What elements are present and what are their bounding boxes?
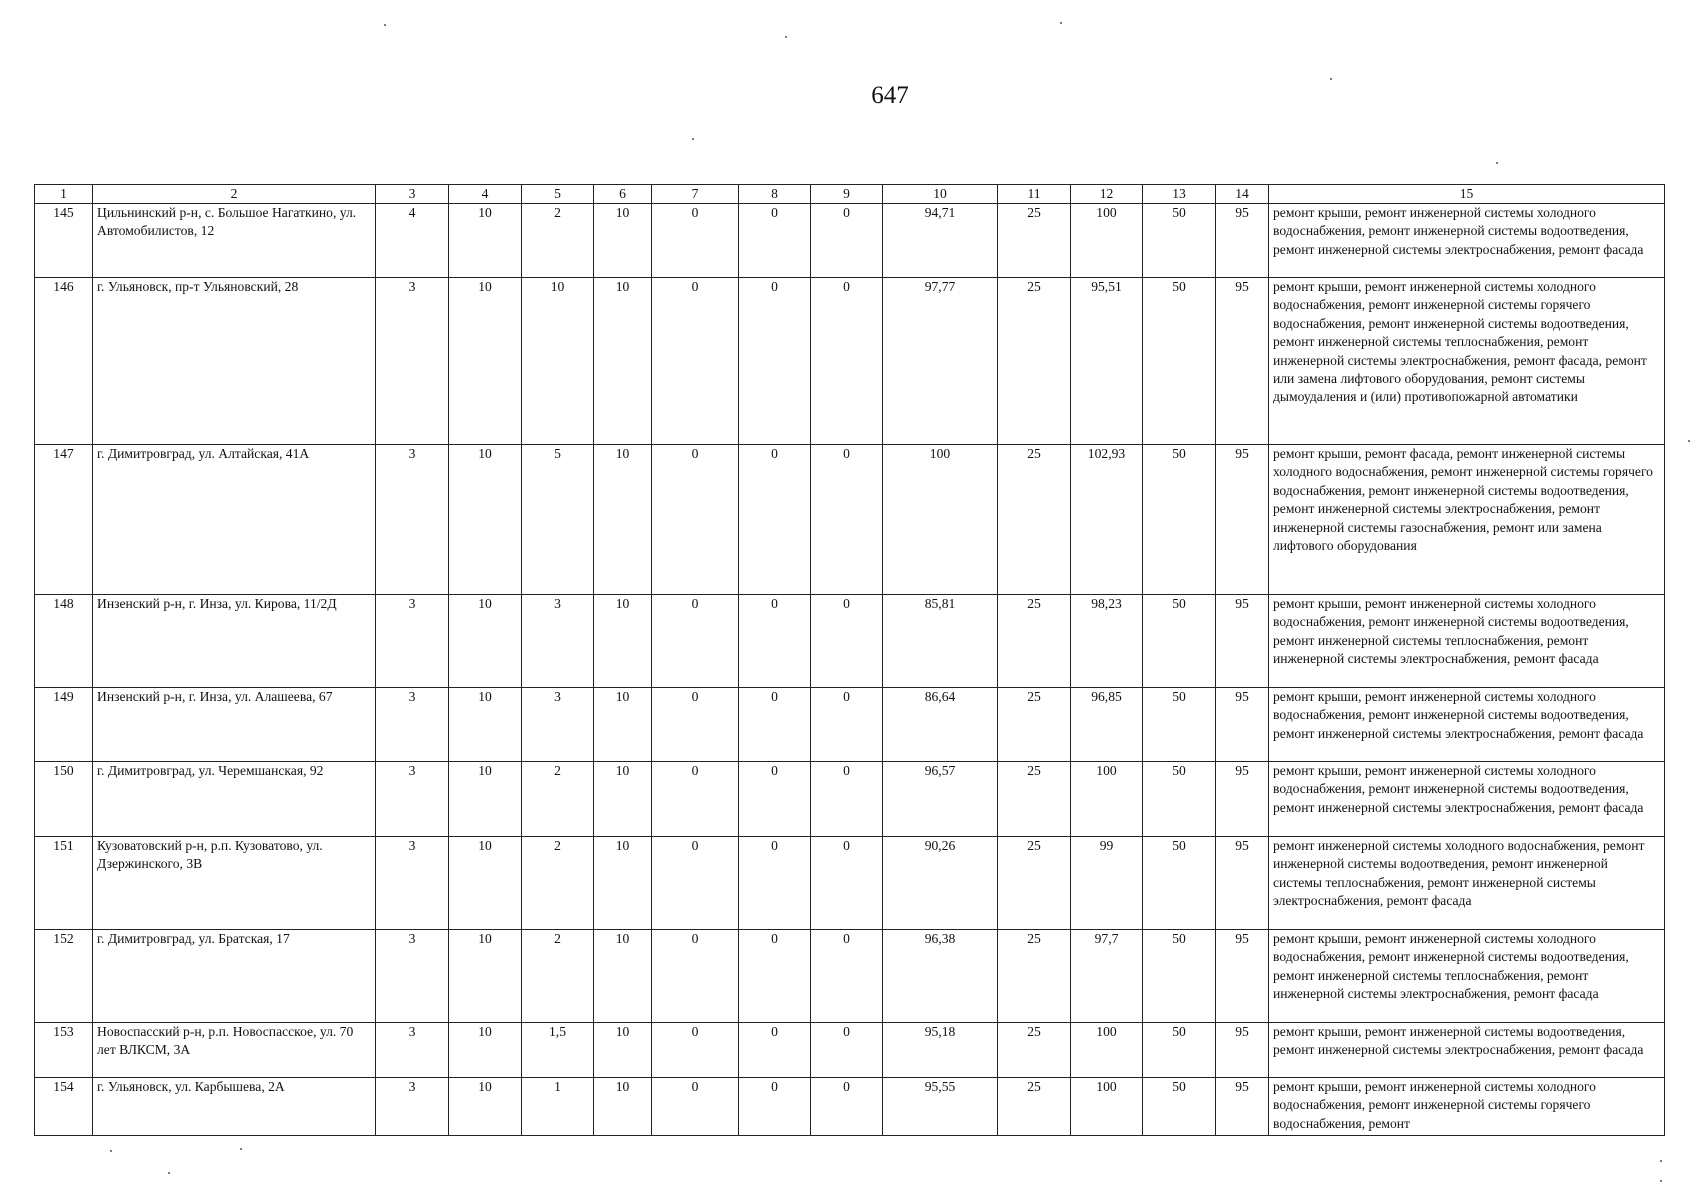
- col-8: 0: [739, 837, 811, 930]
- col-10: 94,71: [883, 204, 998, 278]
- column-number: 15: [1269, 185, 1665, 204]
- column-number: 9: [811, 185, 883, 204]
- col-9: 0: [811, 445, 883, 595]
- col-10: 95,18: [883, 1023, 998, 1078]
- scan-speck: [168, 1172, 170, 1174]
- col-5: 1,5: [522, 1023, 594, 1078]
- col-7: 0: [652, 1023, 739, 1078]
- col-5: 10: [522, 278, 594, 445]
- col-14: 95: [1216, 762, 1269, 837]
- col-7: 0: [652, 445, 739, 595]
- col-4: 10: [449, 930, 522, 1023]
- table-row: [35, 445, 1665, 595]
- repair-works: ремонт крыши, ремонт инженерной системы холодного водоснабжения, ремонт инженерной системы горячего водоснабжения, ремонт: [1269, 1078, 1665, 1136]
- col-11: 25: [998, 688, 1071, 762]
- col-10: 86,64: [883, 688, 998, 762]
- col-6: 10: [594, 445, 652, 595]
- col-12: 96,85: [1071, 688, 1143, 762]
- row-number: 150: [35, 762, 93, 837]
- page-number: 647: [871, 82, 909, 109]
- table-row: [35, 688, 1665, 762]
- col-13: 50: [1143, 445, 1216, 595]
- buildings-table: [34, 184, 1665, 1136]
- column-number: 5: [522, 185, 594, 204]
- col-10: 85,81: [883, 595, 998, 688]
- scan-speck: [785, 36, 787, 38]
- col-12: 100: [1071, 1078, 1143, 1136]
- col-10: 95,55: [883, 1078, 998, 1136]
- table-row: [35, 837, 1665, 930]
- col-3: 3: [376, 762, 449, 837]
- col-4: 10: [449, 204, 522, 278]
- col-3: 3: [376, 595, 449, 688]
- building-address: г. Ульяновск, ул. Карбышева, 2А: [93, 1078, 376, 1136]
- row-number: 152: [35, 930, 93, 1023]
- col-10: 96,57: [883, 762, 998, 837]
- row-number: 149: [35, 688, 93, 762]
- building-address: Цильнинский р-н, с. Большое Нагаткино, ул. Автомобилистов, 12: [93, 204, 376, 278]
- row-number: 154: [35, 1078, 93, 1136]
- col-11: 25: [998, 445, 1071, 595]
- col-7: 0: [652, 930, 739, 1023]
- repair-works: ремонт крыши, ремонт инженерной системы водоотведения, ремонт инженерной системы электроснабжения, ремонт фасада: [1269, 1023, 1665, 1078]
- building-address: Новоспасский р-н, р.п. Новоспасское, ул. 70 лет ВЛКСМ, 3А: [93, 1023, 376, 1078]
- col-8: 0: [739, 930, 811, 1023]
- column-number: 14: [1216, 185, 1269, 204]
- col-8: 0: [739, 595, 811, 688]
- repair-works: ремонт крыши, ремонт инженерной системы холодного водоснабжения, ремонт инженерной системы горячего водоснабжения, ремонт инженерной системы водоотведения, ремонт инженерной системы теплоснабжения, ремонт инженерной системы электроснабжения, ремонт фасада, ремонт или замена лифтового оборудования, ремонт системы дымоудаления и (или) противопожарной автоматики: [1269, 278, 1665, 445]
- col-14: 95: [1216, 688, 1269, 762]
- row-number: 146: [35, 278, 93, 445]
- repair-works: ремонт крыши, ремонт инженерной системы холодного водоснабжения, ремонт инженерной системы водоотведения, ремонт инженерной системы теплоснабжения, ремонт инженерной системы электроснабжения, ремонт фасада: [1269, 595, 1665, 688]
- col-12: 97,7: [1071, 930, 1143, 1023]
- column-number: 10: [883, 185, 998, 204]
- col-5: 2: [522, 930, 594, 1023]
- col-3: 4: [376, 204, 449, 278]
- scan-speck: [1060, 22, 1062, 24]
- col-10: 97,77: [883, 278, 998, 445]
- col-13: 50: [1143, 278, 1216, 445]
- col-12: 100: [1071, 204, 1143, 278]
- col-11: 25: [998, 595, 1071, 688]
- col-14: 95: [1216, 204, 1269, 278]
- repair-works: ремонт инженерной системы холодного водоснабжения, ремонт инженерной системы водоотведения, ремонт инженерной системы теплоснабжения, ремонт инженерной системы электроснабжения, ремонт фасада: [1269, 837, 1665, 930]
- column-number: 4: [449, 185, 522, 204]
- table-row: [35, 595, 1665, 688]
- row-number: 145: [35, 204, 93, 278]
- col-5: 2: [522, 204, 594, 278]
- row-number: 151: [35, 837, 93, 930]
- col-3: 3: [376, 1023, 449, 1078]
- row-number: 147: [35, 445, 93, 595]
- col-4: 10: [449, 1078, 522, 1136]
- col-10: 90,26: [883, 837, 998, 930]
- col-4: 10: [449, 837, 522, 930]
- col-7: 0: [652, 837, 739, 930]
- col-14: 95: [1216, 930, 1269, 1023]
- column-number-row: [35, 185, 1665, 204]
- col-9: 0: [811, 837, 883, 930]
- col-8: 0: [739, 278, 811, 445]
- col-8: 0: [739, 688, 811, 762]
- table-row: [35, 762, 1665, 837]
- col-13: 50: [1143, 762, 1216, 837]
- col-11: 25: [998, 1078, 1071, 1136]
- table-row: [35, 204, 1665, 278]
- col-14: 95: [1216, 837, 1269, 930]
- column-number: 1: [35, 185, 93, 204]
- col-4: 10: [449, 1023, 522, 1078]
- col-12: 100: [1071, 762, 1143, 837]
- scan-speck: [384, 24, 386, 26]
- col-8: 0: [739, 762, 811, 837]
- col-6: 10: [594, 278, 652, 445]
- col-8: 0: [739, 204, 811, 278]
- col-6: 10: [594, 204, 652, 278]
- col-3: 3: [376, 930, 449, 1023]
- column-number: 11: [998, 185, 1071, 204]
- scan-speck: [1330, 78, 1332, 80]
- col-6: 10: [594, 1078, 652, 1136]
- col-5: 5: [522, 445, 594, 595]
- scan-speck: [692, 138, 694, 140]
- col-7: 0: [652, 204, 739, 278]
- building-address: г. Ульяновск, пр-т Ульяновский, 28: [93, 278, 376, 445]
- col-13: 50: [1143, 1023, 1216, 1078]
- building-address: Кузоватовский р-н, р.п. Кузоватово, ул. Дзержинского, 3В: [93, 837, 376, 930]
- col-8: 0: [739, 1078, 811, 1136]
- table-row: [35, 1023, 1665, 1078]
- repair-works: ремонт крыши, ремонт инженерной системы холодного водоснабжения, ремонт инженерной системы водоотведения, ремонт инженерной системы электроснабжения, ремонт фасада: [1269, 762, 1665, 837]
- col-11: 25: [998, 278, 1071, 445]
- table-row: [35, 278, 1665, 445]
- col-12: 98,23: [1071, 595, 1143, 688]
- col-9: 0: [811, 204, 883, 278]
- column-number: 2: [93, 185, 376, 204]
- col-4: 10: [449, 595, 522, 688]
- scan-speck: [1496, 162, 1498, 164]
- col-12: 99: [1071, 837, 1143, 930]
- col-6: 10: [594, 1023, 652, 1078]
- scan-speck: [110, 1150, 112, 1152]
- building-address: г. Димитровград, ул. Черемшанская, 92: [93, 762, 376, 837]
- col-9: 0: [811, 278, 883, 445]
- row-number: 153: [35, 1023, 93, 1078]
- col-7: 0: [652, 278, 739, 445]
- col-6: 10: [594, 688, 652, 762]
- column-number: 13: [1143, 185, 1216, 204]
- col-8: 0: [739, 445, 811, 595]
- column-number: 12: [1071, 185, 1143, 204]
- building-address: Инзенский р-н, г. Инза, ул. Алашеева, 67: [93, 688, 376, 762]
- scan-speck: [1660, 1160, 1662, 1162]
- col-9: 0: [811, 595, 883, 688]
- col-3: 3: [376, 278, 449, 445]
- col-11: 25: [998, 762, 1071, 837]
- col-8: 0: [739, 1023, 811, 1078]
- col-4: 10: [449, 278, 522, 445]
- col-13: 50: [1143, 1078, 1216, 1136]
- col-12: 102,93: [1071, 445, 1143, 595]
- col-10: 100: [883, 445, 998, 595]
- col-11: 25: [998, 930, 1071, 1023]
- col-5: 2: [522, 762, 594, 837]
- col-6: 10: [594, 930, 652, 1023]
- col-9: 0: [811, 688, 883, 762]
- col-6: 10: [594, 837, 652, 930]
- col-3: 3: [376, 837, 449, 930]
- col-11: 25: [998, 204, 1071, 278]
- col-13: 50: [1143, 837, 1216, 930]
- col-12: 100: [1071, 1023, 1143, 1078]
- scan-speck: [1688, 440, 1690, 442]
- col-9: 0: [811, 930, 883, 1023]
- col-5: 3: [522, 688, 594, 762]
- col-7: 0: [652, 595, 739, 688]
- repair-works: ремонт крыши, ремонт фасада, ремонт инженерной системы холодного водоснабжения, ремонт инженерной системы горячего водоснабжения, ремонт инженерной системы водоотведения, ремонт инженерной системы электроснабжения, ремонт инженерной системы газоснабжения, ремонт или замена лифтового оборудования: [1269, 445, 1665, 595]
- col-14: 95: [1216, 1078, 1269, 1136]
- col-14: 95: [1216, 595, 1269, 688]
- col-11: 25: [998, 1023, 1071, 1078]
- col-7: 0: [652, 1078, 739, 1136]
- col-14: 95: [1216, 445, 1269, 595]
- col-13: 50: [1143, 595, 1216, 688]
- col-13: 50: [1143, 688, 1216, 762]
- table-row: [35, 930, 1665, 1023]
- column-number: 3: [376, 185, 449, 204]
- column-number: 6: [594, 185, 652, 204]
- col-3: 3: [376, 1078, 449, 1136]
- col-14: 95: [1216, 278, 1269, 445]
- col-9: 0: [811, 1023, 883, 1078]
- row-number: 148: [35, 595, 93, 688]
- col-11: 25: [998, 837, 1071, 930]
- col-6: 10: [594, 762, 652, 837]
- building-address: Инзенский р-н, г. Инза, ул. Кирова, 11/2Д: [93, 595, 376, 688]
- column-number: 8: [739, 185, 811, 204]
- col-7: 0: [652, 688, 739, 762]
- building-address: г. Димитровград, ул. Алтайская, 41А: [93, 445, 376, 595]
- col-5: 1: [522, 1078, 594, 1136]
- col-9: 0: [811, 762, 883, 837]
- repair-works: ремонт крыши, ремонт инженерной системы холодного водоснабжения, ремонт инженерной системы водоотведения, ремонт инженерной системы электроснабжения, ремонт фасада: [1269, 688, 1665, 762]
- col-3: 3: [376, 445, 449, 595]
- col-4: 10: [449, 688, 522, 762]
- col-7: 0: [652, 762, 739, 837]
- col-9: 0: [811, 1078, 883, 1136]
- repair-works: ремонт крыши, ремонт инженерной системы холодного водоснабжения, ремонт инженерной системы водоотведения, ремонт инженерной системы теплоснабжения, ремонт инженерной системы электроснабжения, ремонт фасада: [1269, 930, 1665, 1023]
- col-5: 3: [522, 595, 594, 688]
- repair-works: ремонт крыши, ремонт инженерной системы холодного водоснабжения, ремонт инженерной системы водоотведения, ремонт инженерной системы электроснабжения, ремонт фасада: [1269, 204, 1665, 278]
- scan-speck: [240, 1148, 242, 1150]
- scan-speck: [1660, 1180, 1662, 1182]
- col-5: 2: [522, 837, 594, 930]
- col-6: 10: [594, 595, 652, 688]
- col-4: 10: [449, 762, 522, 837]
- col-14: 95: [1216, 1023, 1269, 1078]
- table-row: [35, 1078, 1665, 1136]
- column-number: 7: [652, 185, 739, 204]
- col-12: 95,51: [1071, 278, 1143, 445]
- building-address: г. Димитровград, ул. Братская, 17: [93, 930, 376, 1023]
- col-13: 50: [1143, 204, 1216, 278]
- col-10: 96,38: [883, 930, 998, 1023]
- col-3: 3: [376, 688, 449, 762]
- col-13: 50: [1143, 930, 1216, 1023]
- col-4: 10: [449, 445, 522, 595]
